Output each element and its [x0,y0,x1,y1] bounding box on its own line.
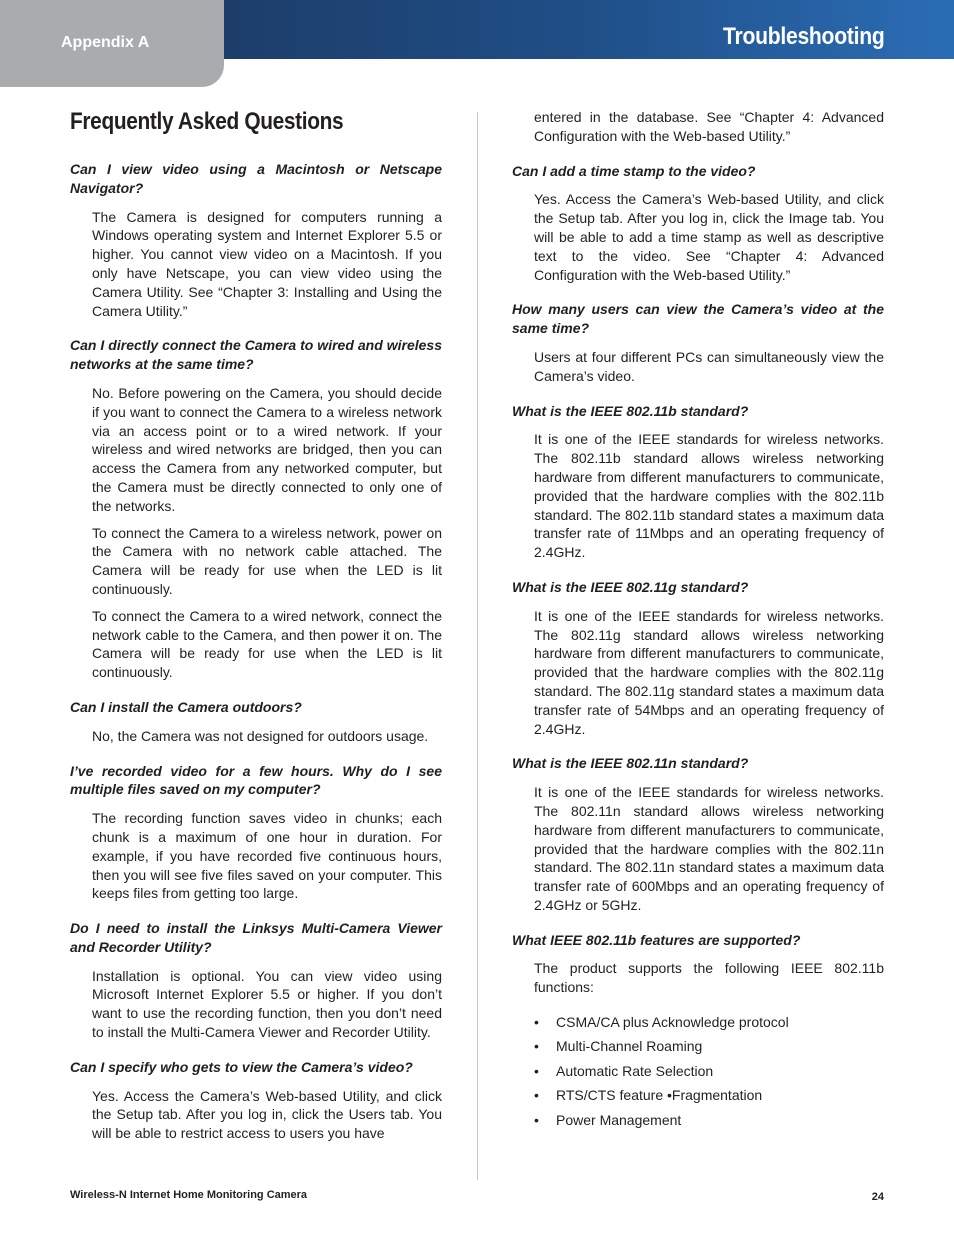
faq-question: What is the IEEE 802.11n standard? [512,755,749,772]
section-title: Troubleshooting [722,23,884,50]
faq-answer: Installation is optional. You can view video using Microsoft Internet Explorer 5.5 or higher. If you don’t want to use the recording function, then you don’t need to install the Multi-Camera Viewer and Recorder Utility. [92,967,442,1041]
feature-list-text: CSMA/CA plus Acknowledge protocol [556,1014,789,1031]
appendix-tab [0,0,224,87]
feature-list-item [534,1111,884,1130]
bullet-icon: • [534,1014,539,1031]
footer-product-name: Wireless-N Internet Home Monitoring Camera [70,1189,308,1201]
faq-answer: To connect the Camera to a wireless network, power on the Camera with no network cable attached. The Camera will be ready for use when the LED is lit continuously. [92,524,442,597]
faq-question: Can I view video using a Macintosh or Netscape Navigator? [70,161,442,196]
bullet-icon: • [534,1111,539,1128]
faq-answer: Yes. Access the Camera’s Web-based Utility, and click the Setup tab. After you log in, click the Users tab. You will be able to restrict access to users you have [92,1087,442,1142]
faq-answer: Users at four different PCs can simultaneously view the Camera’s video. [534,348,884,384]
feature-list-item [534,1013,884,1032]
continued-answer: entered in the database. See “Chapter 4: Advanced Configuration with the Web-based Utility.” [534,109,884,144]
faq-question: Do I need to install the Linksys Multi-Camera Viewer and Recorder Utility? [70,920,442,955]
faq-question: Can I add a time stamp to the video? [512,162,756,179]
faq-answer: The recording function saves video in chunks; each chunk is a maximum of one hour in duration. For example, if you have recorded five continuous hours, then you will see five files saved on your computer. This keeps files from getting too large. [92,810,442,902]
faq-question: What is the IEEE 802.11b standard? [512,402,749,419]
faq-question: How many users can view the Camera’s video at the same time? [512,301,884,337]
bullet-icon: • [534,1062,539,1079]
faq-question: Can I specify who gets to view the Camera’s video? [70,1058,413,1075]
faq-question: What is the IEEE 802.11g standard? [512,578,749,595]
footer-page-number: 24 [871,1191,884,1203]
feature-list-item [534,1062,884,1081]
faq-list-right [512,162,884,997]
page-title: Frequently Asked Questions [70,108,344,135]
appendix-label: Appendix A [61,34,150,51]
faq-answer: No, the Camera was not designed for outdoors usage. [92,727,429,744]
faq-answer: To connect the Camera to a wired network, connect the network cable to the Camera, and then power it on. The Camera will be ready for use when the LED is lit continuously. [92,607,442,681]
faq-answer: It is one of the IEEE standards for wireless networks. The 802.11n standard allows wireless networking hardware from different manufacturers to communicate, provided that the hardware complies with the 802.11n standard. The 802.11n standard states a maximum data transfer rate of 600Mbps and an operating frequency of 2.4GHz or 5GHz. [534,784,884,913]
column-divider [477,112,478,1180]
faq-answer: It is one of the IEEE standards for wireless networks. The 802.11b standard allows wireless networking hardware from different manufacturers to communicate, provided that the hardware complies with the 802.11b standard. The 802.11b standard states a maximum data transfer rate of 11Mbps and an operating frequency of 2.4GHz. [534,431,884,561]
faq-answer: The Camera is designed for computers running a Windows operating system and Internet Explorer 5.5 or higher. You cannot view video on a Macintosh. If you only have Netscape, you can view video using the Camera Utility. See “Chapter 3: Installing and Using the Camera Utility.” [92,208,442,319]
feature-list-text: Multi-Channel Roaming [556,1038,703,1055]
faq-answer: The product supports the following IEEE 802.11b functions: [534,960,884,996]
faq-answer: Yes. Access the Camera’s Web-based Utility, and click the Setup tab. After you log in, click the Image tab. You will be able to add a time stamp as well as descriptive text to the video. See “Chapter 4: Advanced Configuration with the Web-based Utility.” [534,191,884,283]
faq-question: What IEEE 802.11b features are supported? [512,931,801,948]
faq-answer: No. Before powering on the Camera, you should decide if you want to connect the Camera to a wireless network via an access point or to a wired network. If your wireless and wired networks are bridged, then you can access the Camera from any networked computer, but the Camera must be directly connected to only one of the networks. [92,384,442,514]
feature-list-item [534,1086,884,1105]
right-column [512,108,884,1135]
feature-list-text: Power Management [556,1111,682,1128]
bullet-icon: • [534,1038,539,1055]
feature-list-text: Automatic Rate Selection [556,1062,714,1079]
faq-list-left [70,160,442,1143]
faq-question: I’ve recorded video for a few hours. Why do I see multiple files saved on my computer? [70,762,442,798]
faq-question: Can I directly connect the Camera to wired and wireless networks at the same time? [70,337,442,373]
left-column [70,106,442,1159]
feature-list-text: RTS/CTS feature •Fragmentation [556,1087,763,1104]
bullet-icon: • [534,1087,539,1104]
faq-answer: It is one of the IEEE standards for wireless networks. The 802.11g standard allows wireless networking hardware from different manufacturers to communicate, provided that the hardware complies with the 802.11g standard. The 802.11g standard states a maximum data transfer rate of 54Mbps and an operating frequency of 2.4GHz. [534,607,884,737]
feature-list [534,1013,884,1129]
faq-question: Can I install the Camera outdoors? [70,698,302,715]
feature-list-item [534,1037,884,1056]
